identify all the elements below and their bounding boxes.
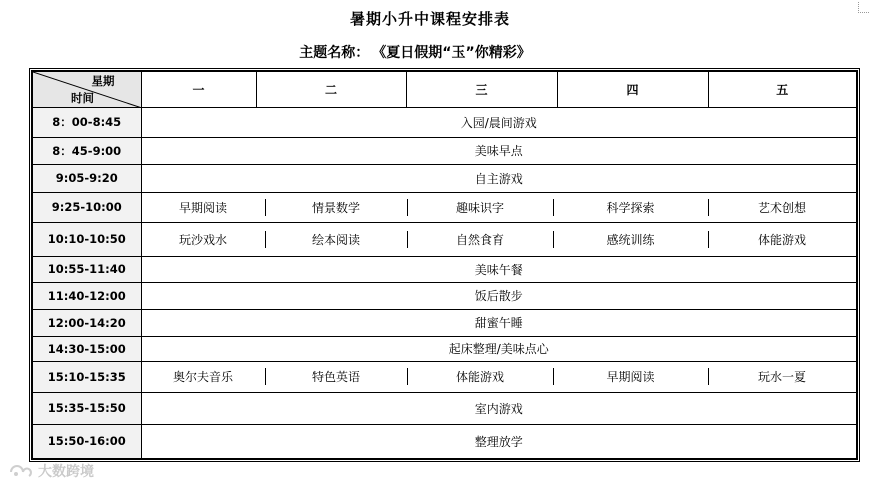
watermark	[8, 460, 128, 482]
activity-cell-all-days: 自主游戏	[141, 164, 857, 192]
schedule-row	[32, 164, 857, 192]
activity-split-row	[142, 231, 857, 248]
theme-label: 主题名称：	[299, 45, 370, 61]
watermark-logo-icon	[8, 462, 34, 480]
time-slot-cell: 9:25-10:00	[32, 192, 141, 222]
page-corner-mark	[858, 2, 869, 13]
time-slot-cell: 14:30-15:00	[32, 336, 141, 361]
activity-cell-mon: 早期阅读	[178, 200, 227, 215]
schedule-row	[32, 282, 857, 309]
activity-cell-all-days: 起床整理/美味点心	[141, 336, 857, 361]
activity-split-cell	[141, 361, 857, 392]
activity-cell-tue: 情景数学	[265, 199, 407, 216]
theme-value: 《夏日假期“玉”你精彩》	[379, 45, 531, 61]
time-slot-cell: 8：00-8:45	[32, 107, 141, 137]
activity-cell-thu: 感统训练	[553, 231, 708, 248]
time-slot-cell: 9:05-9:20	[32, 164, 141, 192]
schedule-row	[32, 309, 857, 336]
header-corner-cell	[32, 71, 141, 107]
time-slot-cell: 8：45-9:00	[32, 137, 141, 164]
activity-cell-all-days: 入园/晨间游戏	[141, 107, 857, 137]
activity-cell-all-days: 整理放学	[141, 424, 857, 459]
activity-cell-wed: 自然食育	[407, 231, 553, 248]
time-slot-cell: 15:50-16:00	[32, 424, 141, 459]
schedule-row	[32, 424, 857, 459]
day-header-wed: 三	[406, 71, 557, 107]
schedule-row	[32, 222, 857, 256]
schedule-row	[32, 336, 857, 361]
day-header-thu: 四	[557, 71, 708, 107]
schedule-row	[32, 137, 857, 164]
schedule-row	[32, 361, 857, 392]
activity-cell-fri: 艺术创想	[708, 199, 856, 216]
activity-cell-all-days: 美味早点	[141, 137, 857, 164]
watermark-text: 大数跨境	[38, 464, 94, 480]
activity-cell-all-days: 甜蜜午睡	[141, 309, 857, 336]
activity-cell-all-days: 饭后散步	[141, 282, 857, 309]
schedule-row	[32, 107, 857, 137]
activity-split-row	[142, 368, 857, 385]
activity-cell-wed: 趣味识字	[407, 199, 553, 216]
activity-cell-mon: 奥尔夫音乐	[172, 370, 233, 384]
activity-cell-wed: 体能游戏	[407, 368, 553, 385]
schedule-table	[31, 70, 858, 460]
day-header-tue: 二	[256, 71, 406, 107]
activity-cell-tue: 绘本阅读	[265, 231, 407, 248]
activity-cell-all-days: 美味午餐	[141, 256, 857, 282]
schedule-row	[32, 192, 857, 222]
time-slot-cell: 10:55-11:40	[32, 256, 141, 282]
time-slot-cell: 10:10-10:50	[32, 222, 141, 256]
schedule-row	[32, 392, 857, 424]
activity-split-cell	[141, 192, 857, 222]
activity-cell-mon: 玩沙戏水	[178, 232, 227, 247]
activity-split-row	[142, 199, 857, 216]
time-slot-cell: 11:40-12:00	[32, 282, 141, 309]
activity-cell-thu: 科学探索	[553, 199, 708, 216]
activity-cell-fri: 体能游戏	[708, 231, 856, 248]
activity-split-cell	[141, 222, 857, 256]
time-slot-cell: 15:10-15:35	[32, 361, 141, 392]
weekday-header-label: 星期	[91, 74, 115, 88]
time-header-label: 时间	[71, 90, 94, 105]
time-slot-cell: 15:35-15:50	[32, 392, 141, 424]
schedule-row	[32, 256, 857, 282]
activity-cell-all-days: 室内游戏	[141, 392, 857, 424]
activity-cell-fri: 玩水一夏	[708, 368, 856, 385]
header-row	[32, 71, 857, 107]
day-header-mon: 一	[141, 71, 256, 107]
day-header-fri: 五	[708, 71, 857, 107]
activity-cell-thu: 早期阅读	[553, 368, 708, 385]
activity-cell-tue: 特色英语	[265, 368, 407, 385]
page-title: 暑期小升中课程安排表	[349, 10, 510, 28]
time-slot-cell: 12:00-14:20	[32, 309, 141, 336]
theme-line	[0, 42, 830, 62]
